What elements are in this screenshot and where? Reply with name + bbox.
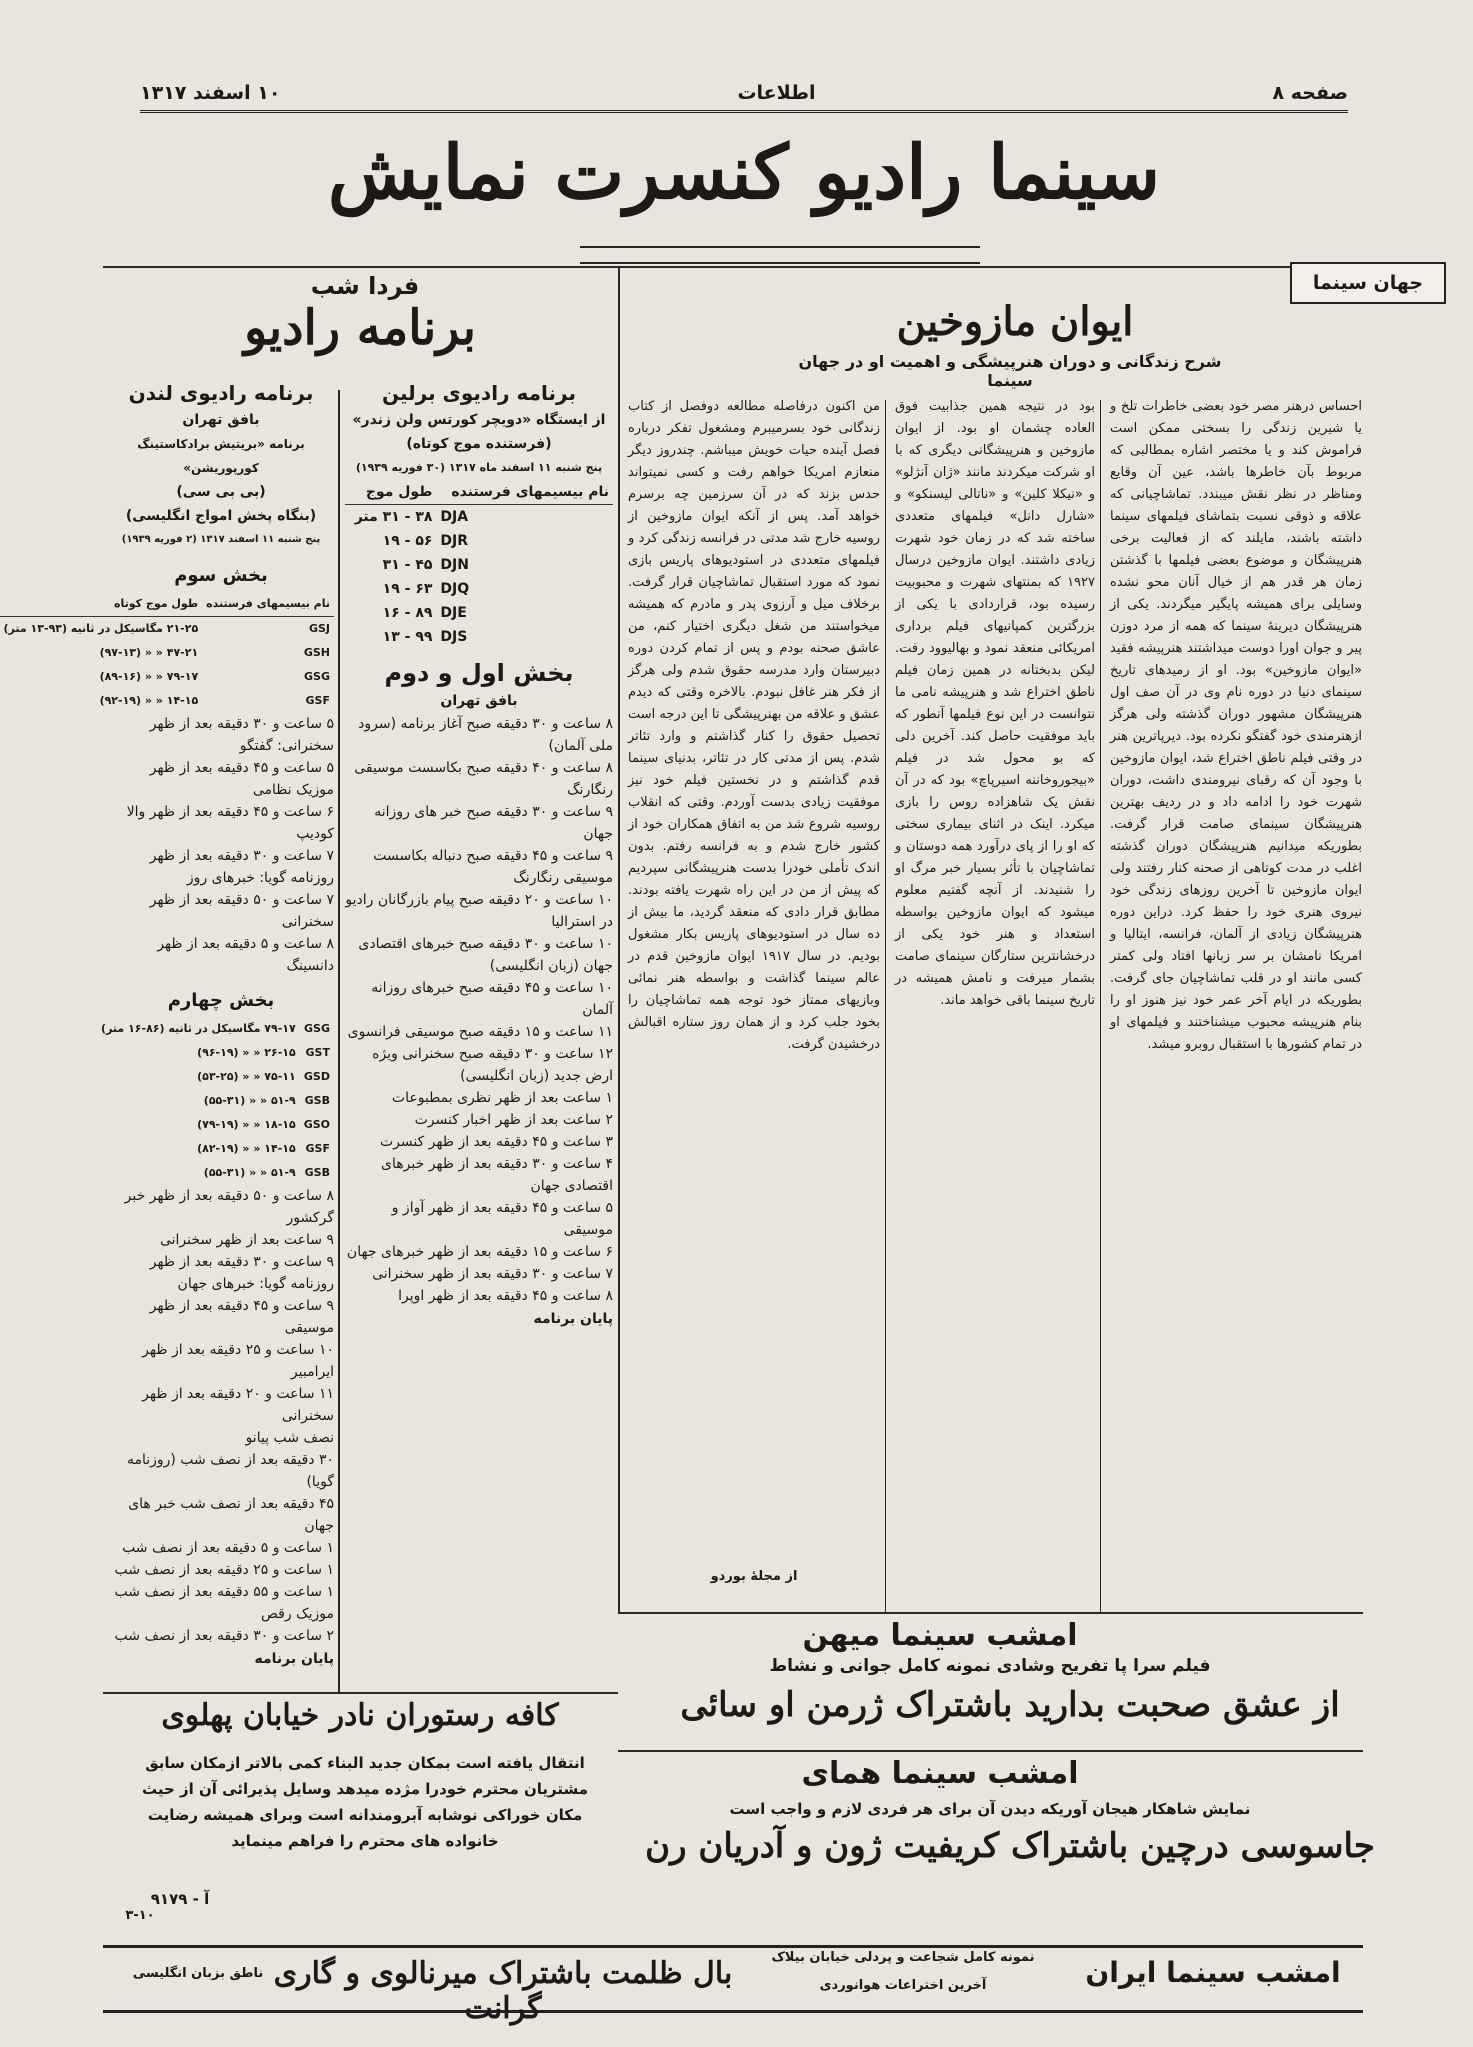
list-item: ۵ ساعت و ۳۰ دقیقه بعد از ظهر سخنرانی: گفتگو (149, 716, 334, 754)
station-code: DJR (440, 533, 469, 549)
list-item: ۳ ساعت و ۴۵ دقیقه بعد از ظهر کنسرت (379, 1134, 613, 1150)
list-item: ۱۱ ساعت و ۲۰ دقیقه بعد از ظهر سخنرانی (142, 1386, 334, 1424)
divider-cinema-radio (618, 266, 620, 1614)
ad-homa-main: جاسوسی درچین باشتراک کریفیت ژون و آدریان رن (645, 1826, 1375, 1866)
article-column-3-text: من اکنون درفاصله مطالعه دوفصل از کتاب زندگانی خود بسرمیبرم ومشغول تفکر درباره فصل آینده حیات خویش میباشم. چندروز دیگر منعازم امریکا خواهم رفت و کسی نمیتواند حدس بزند که در آن سرزمین چه برسرم خواهد آمد. پس از آنکه ایوان مازوخین از روسیه خارج شد مدتی در فرانسه زندگی کرد و فیلمهای متعددی در استودیوهای پاریس بازی نمود که مورد استقبال تماشاچیان قرار گرفت. برخلاف میل و آرزوی پدر و مادرم که همیشه میخواستند من شغل دیگری اختیار کنم، من عاشق صحنه بودم و پس از تمام کردن دوره دبیرستان وارد مدرسه حقوق شدم ولی هرگز از فکر هنر غافل نبودم. بالاخره وقتی که دیدم عشق و علاقه من بهنرپیشگی تا این درجه است تحصیل حقوق را کنار گذاشتم و وارد تئاتر شدم. پس از مدتی کار در تئاتر، بدنیای سینما قدم گذاشتم و در نخستین فیلم خود نیز موفقیت زیادی بدست آوردم. وقتی که انقلاب روسیه شروع شد من به اتفاق همکاران خود از کشور خارج شدم و به فرانسه رفتم. بدون اندک تأملی خودرا بدست هنرپیشگانی سپردیم که پیش از من در این راه شهرت یافته بودند. مطابق قرار دادی که منعقد گردید، ما بیش از ده سال در استودیوهای پاریس بکار مشغول بودیم. در سال ۱۹۱۷ ایوان مازوخین قدم در عالم سینما گذاشت و بواسطه هنر نمائی وبازیهای ممتاز خود توجه همه تماشاچیان را بخود جلب کرد و از همان روز ستاره اقبالش درخشیدن گرفت. (628, 399, 880, 1052)
london-station: (بنگاه پخش امواج انگلیسی) (125, 508, 317, 524)
divider-col-1 (1100, 400, 1101, 1612)
berlin-col-station: نام بیسیمهای فرستنده (436, 480, 613, 505)
table-row (345, 577, 613, 601)
berlin-part-sub: بافق تهران (440, 693, 518, 709)
station-code: GSB (304, 1094, 330, 1107)
london-date: پنج شنبه ۱۱ اسفند ۱۳۱۷ (۲ فوریه ۱۹۳۹) (121, 534, 321, 545)
berlin-part-head: بخش اول و دوم (384, 659, 574, 687)
rule-top (103, 266, 1363, 268)
station-code: GSB (304, 1166, 330, 1179)
london-frequency-table-3 (0, 592, 334, 713)
table-row (0, 689, 334, 713)
wave-length: ۱۴-۱۵ « « (۸۲-۱۹) (197, 1142, 296, 1155)
station-code: DJA (440, 509, 469, 525)
station-code: DJQ (440, 581, 470, 597)
wave-length: ۷۵-۱۱ « « (۵۳-۲۵) (197, 1070, 296, 1083)
article-source: از مجلهٔ بوردو (710, 1569, 798, 1584)
rule-ads-left (103, 1692, 618, 1694)
berlin-col-wave: طول موج (345, 480, 436, 505)
wave-length: ۴۵ - ۳۱ (382, 557, 433, 573)
ad-mihan-title: امشب سینما میهن (802, 1618, 1078, 1653)
table-row (97, 1041, 334, 1065)
station-code: GSF (305, 694, 330, 707)
list-item: ۵ ساعت و ۴۵ دقیقه بعد از ظهر موزیک نظامی (149, 760, 334, 798)
list-item: ۳۰ دقیقه بعد از نصف شب (روزنامه گویا) (126, 1452, 334, 1490)
article-title: ایوان مازوخین (896, 298, 1134, 345)
wave-length: ۸۹ - ۱۶ (382, 605, 433, 621)
london-program-name: برنامه «بریتیش برادکاستینگ کورپوریشن» (137, 437, 305, 475)
station-code: DJS (440, 629, 468, 645)
list-item: ۴ ساعت و ۳۰ دقیقه بعد از ظهر خبرهای اقتصادی جهان (381, 1156, 613, 1194)
table-row (97, 1113, 334, 1137)
berlin-title: برنامه رادیوی برلین (381, 381, 577, 405)
list-item: ۱ ساعت و ۵ دقیقه بعد از نصف شب (122, 1540, 334, 1556)
list-item: ۲ ساعت و ۳۰ دقیقه بعد از نصف شب (114, 1628, 334, 1644)
list-item: ۴۵ دقیقه بعد از نصف شب خبر های جهان (128, 1496, 334, 1534)
list-item: ۶ ساعت و ۱۵ دقیقه بعد از ظهر خبرهای جهان (346, 1244, 613, 1260)
list-item: ۸ ساعت و ۵ دقیقه بعد از ظهر دانسینگ (157, 936, 334, 974)
list-item: ۱ ساعت و ۲۵ دقیقه بعد از نصف شب (114, 1562, 334, 1578)
london-abbr: (بی بی سی) (176, 484, 266, 500)
radio-pre-title: فردا شب (310, 272, 420, 300)
table-row (97, 1089, 334, 1113)
issue-date: ۱۰ اسفند ۱۳۱۷ (140, 82, 281, 104)
list-item: ۹ ساعت و ۴۵ دقیقه بعد از ظهر موسیقی (149, 1298, 334, 1336)
article-column-2: بود در نتیجه همین جذابیت فوق العاده چشمان او بود. از ایوان مازوخین و هنرپیشگانی دیگری که با او شرکت میکردند مانند «ژان آنژلو» و «نیکلا کلین» و «ناتالی لیسنکو» و «شارل دانل» فیلمهای متعددی ساخته شد که در زمان خود شهرت زیادی داشتند. ایوان مازوخین درسال ۱۹۲۷ که بمنتهای شهرت و محبوبیت رسیده بود، قراردادی با یکی از بزرگترین کمپانیهای فیلم برداری امریکائی منعقد نمود و بهالیوود رفت. لیکن بدبختانه در همین زمان فیلم ناطق اختراع شد و هنرپیشه نامی ما نتوانست در این نوع فیلمها آنطور که باید موفقیت حاصل کند. آخرین دلی که بو محول شد در فیلم «بیجوروخاننه اسیرپاچ» بود که در آن نقش یک شاهزاده روس را بازی میکرد. اینک در اثنای بیماری سختی که او را از پای درآورد همه دوستان و تماشاچیان با تأثر بسیار خبر مرگ او را شنیدند. از آنچه گفتیم معلوم میشود که ایوان مازوخین بواسطه استعداد و هنر خود یکی از درخشانترین ستارگان سینمای صامت بشمار میرفت و نامش همیشه در تاریخ سینما باقی خواهد ماند. (895, 399, 1095, 1008)
divider-radio-cols (338, 390, 340, 1692)
article-column-1: احساس درهنر مصر خود بعضی خاطرات تلخ و یا شیرین زندگی را بسختی ممکن است فراموش کند و یا مختصر اشاره بمطالبی که مربوط بآن خاطرها باشد، عین آن وقایع ومناظر در نظر نقش میبندد. تماشاچیانی که علاقه و ذوقی نسبت بتماشای فیلمهای سینما داشته باشند، مایلند که از فعالیت برخی هنرپیشگان و موضوع بعضی فیلمها با گذشتن زمان هر قدر هم از خیال آنان محو نشده وسایلی برای همیشه پایگیر میگردند. یکی از هنرپیشگان دیرینهٔ سینما که همه از مرد دوزن پیر و جوان اورا دوست میداشتند هنرپیشه فقید «ایوان مازوخین» بود. او از رمیدهای تاریخ سینمای دنیا در دوره نام وی در آن صف اول هنرپیشگان مشهور دوران گذشته ولی هرگز ازهنرمندی خود گفتگو نکرده بود. دیرپاترین هنر در وقتی فیلم ناطق اختراع شد، ایوان مازوخین با وجود آن که رقبای نیرومندی داشت، دوران شهرت خود را ادامه داد و در ردیف بهترین هنرپیشگان سینمای صامت قرار گرفت. بطوریکه میدانیم هنرپیشگان دوران گذشته اغلب در مدت کوتاهی از صحنه کنار رفتند ولی ایوان مازوخین تا آخرین روزهای زندگی خود نیروی هنری خود را حفظ کرد. دراین دوره هنرپیشگان زیادی از آلمان، فرانسه، ایتالیا و امریکا نامشان بر سر زبانها افتاد ولی کمتر کسی مانند او در قلب تماشاچیان جای گرفت. بطوریکه در ایام آخر عمر خود نیز هنوز او را بنام هنرپیشه محبوب میشناختند و فیلمهای او در تمام کشورها با استقبال روبرو میشد. (1110, 399, 1362, 1052)
ad-cafe-phone: آ - ۹۱۷۹ (150, 1890, 210, 1908)
berlin-note: (فرستنده موج کوتاه) (406, 436, 552, 452)
article-column-3 (628, 396, 880, 1601)
radio-title: برنامه رادیو (243, 300, 477, 356)
list-item: ۹ ساعت و ۴۵ دقیقه صبح دنباله بکاسست موسیقی رنگارنگ (373, 848, 613, 886)
station-code: GST (305, 1046, 330, 1059)
table-row (345, 601, 613, 625)
paper-name: اطلاعات (737, 82, 816, 104)
list-item: ۷ ساعت و ۵۰ دقیقه بعد از ظهر سخنرانی (149, 892, 334, 930)
page-number: صفحه ۸ (1272, 82, 1348, 104)
london-program (3, 378, 334, 1668)
list-item: ۱۰ ساعت و ۳۰ دقیقه صبح خبرهای اقتصادی جهان (زبان انگلیسی) (358, 936, 613, 974)
wave-length: ۶۳ - ۱۹ (382, 581, 433, 597)
article-subtitle: شرح زندگانی و دوران هنرپیشگی و اهمیت او در جهان سینما (798, 352, 1222, 390)
station-code: GSO (303, 1118, 330, 1131)
table-row (345, 553, 613, 577)
list-item: ۱۰ ساعت و ۲۵ دقیقه بعد از ظهر ایرامبیر (142, 1342, 334, 1380)
ad-mihan-line: فیلم سرا پا تفریح وشادی نمونه کامل جوانی و نشاط (769, 1656, 1211, 1676)
station-code: GSH (303, 646, 330, 659)
list-item: ۸ ساعت و ۳۰ دقیقه صبح آغاز برنامه (سرود ملی آلمان) (358, 716, 613, 754)
london-part4: بخش چهارم (167, 990, 275, 1011)
wave-length: ۱۴-۱۵ « « (۹۲-۱۹) (99, 694, 199, 707)
station-code: GSG (304, 670, 330, 683)
ornament-divider (580, 246, 980, 264)
wave-length: ۵۶ - ۱۹ (382, 533, 433, 549)
ad-cafe-code: ۳-۱۰ (125, 1908, 155, 1923)
page-header (140, 76, 1348, 113)
list-item: ۱ ساعت و ۵۵ دقیقه بعد از نصف شب موزیک رقص (114, 1584, 334, 1622)
list-item: ۸ ساعت و ۴۰ دقیقه صبح بکاسست موسیقی رنگارنگ (354, 760, 613, 798)
ad-iran-note: ناطق بزبان انگلیسی (132, 1966, 264, 1981)
ad-iran-line1: نمونه کامل شجاعت و پردلی خیابان بیلاک (771, 1950, 1035, 1965)
table-row (0, 617, 334, 642)
station-code: GSF (305, 1142, 330, 1155)
berlin-frequency-table (345, 480, 613, 649)
table-row (0, 665, 334, 689)
list-item: ۹ ساعت و ۳۰ دقیقه صبح خبر های روزانه جهان (374, 804, 613, 842)
station-code: GSG (304, 1022, 330, 1035)
london-frequency-table-4 (97, 1017, 334, 1185)
list-item: ۱۱ ساعت و ۱۵ دقیقه صبح موسیقی فرانسوی (347, 1024, 613, 1040)
berlin-schedule (345, 713, 613, 1307)
wave-length: ۲۶-۱۵ « « (۹۶-۱۹) (197, 1046, 296, 1059)
table-row (97, 1137, 334, 1161)
ad-cafe-text: انتقال یافته است بمکان جدید البناء کمی بالاتر ازمکان سابق مشتریان محترم خودرا مژده میدهد وسایل پذیرائی آن از حیث مکان خوراکی نوشابه آبرومندانه است وبرای همیشه رضایت خانواده های محترم را فراهم مینماید (141, 1754, 589, 1850)
table-row (97, 1161, 334, 1185)
ad-mihan-main: از عشق صحبت بدارید باشتراک ژرمن او سائی (680, 1685, 1340, 1725)
list-item: ۹ ساعت بعد از ظهر سخنرانی (159, 1232, 334, 1248)
wave-length: ۴۷-۲۱ « « (۹۷-۱۳) (99, 646, 199, 659)
ad-iran-box (103, 1945, 1363, 2026)
london-end: پایان برنامه (254, 1651, 334, 1667)
london-part3: بخش سوم (174, 565, 268, 586)
london-schedule-4 (108, 1185, 334, 1647)
wave-length: ۲۱-۲۵ مگاسیکل در ثانیه (۹۳-۱۳ متر) (3, 622, 199, 635)
berlin-date: پنج شنبه ۱۱ اسفند ماه ۱۳۱۷ (۳۰ فوریه ۱۹۳۹) (355, 461, 603, 474)
london-col-station: نام بیسیمهای فرستنده (202, 592, 334, 617)
section-badge-cinema: جهان سینما (1290, 262, 1446, 304)
list-item: ۶ ساعت و ۴۵ دقیقه بعد از ظهر والا کودیپ (126, 804, 334, 842)
masthead-title: سینما رادیو کنسرت نمایش (327, 130, 1161, 216)
list-item: ۹ ساعت و ۳۰ دقیقه بعد از ظهر روزنامه گویا: خبرهای جهان (149, 1254, 334, 1292)
wave-length: ۳۸ - ۳۱ متر (354, 509, 433, 525)
list-item: ۲ ساعت بعد از ظهر اخبار کنسرت (414, 1112, 613, 1128)
rule-ads-right (618, 1612, 1363, 1614)
station-code: DJN (440, 557, 469, 573)
list-item: ۸ ساعت و ۵۰ دقیقه بعد از ظهر خبر گرکشور (124, 1188, 334, 1226)
list-item: ۷ ساعت و ۳۰ دقیقه بعد از ظهر سخنرانی (372, 1266, 613, 1282)
table-row (0, 641, 334, 665)
berlin-program (345, 378, 613, 1668)
station-code: GSD (303, 1070, 330, 1083)
table-row (345, 505, 613, 530)
list-item: ۵ ساعت و ۴۵ دقیقه بعد از ظهر آواز و موسیقی (391, 1200, 613, 1238)
list-item: ۸ ساعت و ۴۵ دقیقه بعد از ظهر اوپرا (398, 1288, 613, 1304)
list-item: ۱۲ ساعت و ۳۰ دقیقه صبح سخنرانی ویژه ارض جدید (زبان انگلیسی) (372, 1046, 613, 1084)
ad-iran-line2: آخرین اختراعات هوانوردی (819, 1978, 987, 1993)
list-item: نصف شب پیانو (245, 1430, 334, 1446)
list-item: ۱۰ ساعت و ۴۵ دقیقه صبح خبرهای روزانه آلمان (371, 980, 613, 1018)
ad-homa-line: نمایش شاهکار هیجان آوریکه دیدن آن برای هر فردی لازم و واجب است (729, 1800, 1251, 1818)
table-row (345, 529, 613, 553)
table-row (97, 1017, 334, 1041)
wave-length: ۵۱-۹ « « (۵۵-۳۱) (203, 1166, 296, 1179)
london-schedule-3 (108, 713, 334, 977)
wave-length: ۱۸-۱۵ « « (۷۹-۱۹) (197, 1118, 296, 1131)
wave-length: ۵۱-۹ « « (۵۵-۳۱) (203, 1094, 296, 1107)
london-col-wave: طول موج کوتاه (0, 592, 202, 617)
station-code: GSJ (308, 622, 330, 635)
ad-iran-main: بال ظلمت باشتراک میرنالوی و گاری گرانت (273, 1956, 733, 2026)
ad-iran-title: امشب سینما ایران (1085, 1956, 1341, 1989)
wave-length: ۷۹-۱۷ مگاسیکل در ثانیه (۸۶-۱۶ متر) (101, 1022, 296, 1035)
rule-ads-right-2 (618, 1750, 1363, 1752)
london-sub: بافق تهران (182, 412, 260, 428)
berlin-end: پایان برنامه (533, 1311, 613, 1327)
divider-col-2 (885, 400, 886, 1612)
station-code: DJE (440, 605, 467, 621)
list-item: ۷ ساعت و ۳۰ دقیقه بعد از ظهر روزنامه گویا: خبرهای روز (149, 848, 334, 886)
berlin-station: از ایستگاه «دویچر کورتس ولن زندر» (352, 412, 606, 428)
table-row (345, 625, 613, 649)
ad-cafe-title: کافه رستوران نادر خیابان پهلوی (161, 1698, 559, 1733)
ad-homa-title: امشب سینما همای (801, 1756, 1079, 1791)
london-title: برنامه رادیوی لندن (128, 381, 314, 405)
list-item: ۱۰ ساعت و ۲۰ دقیقه صبح پیام بازرگانان رادیو در استرالیا (345, 892, 613, 930)
table-row (97, 1065, 334, 1089)
list-item: ۱ ساعت بعد از ظهر نظری بمطبوعات (391, 1090, 613, 1106)
wave-length: ۷۹-۱۷ « « (۸۹-۱۶) (99, 670, 199, 683)
wave-length: ۹۹ - ۱۳ (382, 629, 433, 645)
